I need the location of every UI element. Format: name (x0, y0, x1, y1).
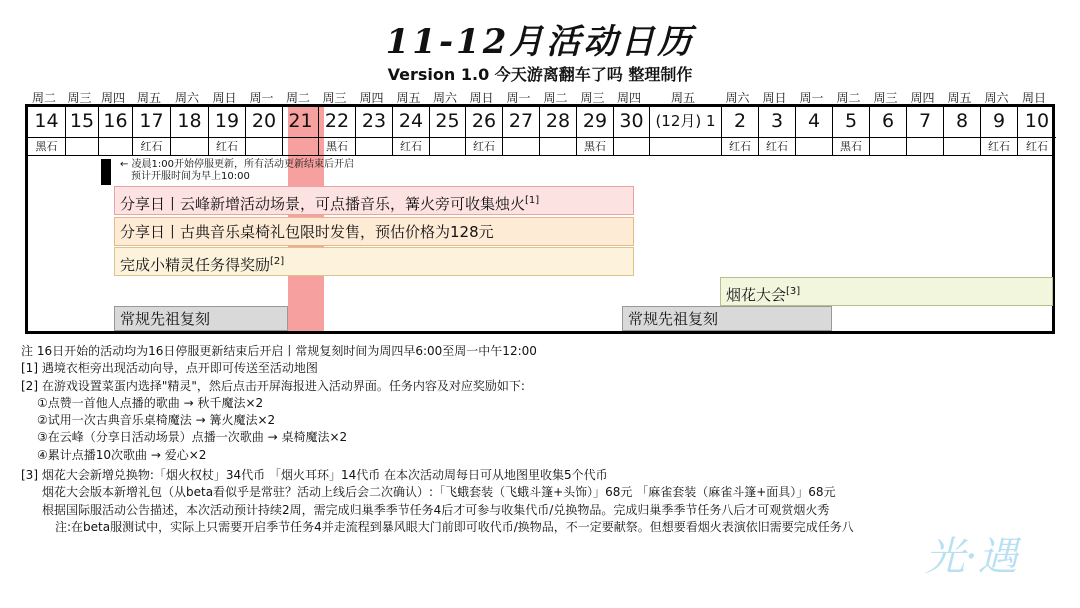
day-cell (722, 107, 759, 155)
day-cell (833, 107, 870, 155)
weekday-label: 周四 (616, 91, 641, 105)
weekday-label: 周二 (543, 91, 568, 105)
page-subtitle: Version 1.0 今天游离翻车了吗 整理制作 (387, 65, 693, 84)
event-label: 分享日丨云峰新增活动场景，可点播音乐，篝火旁可收集烛火 (120, 195, 526, 213)
day-currency-note: 红石 (759, 137, 795, 154)
day-cell (319, 107, 356, 155)
event-label: 烟花大会 (726, 286, 787, 304)
day-currency-note (171, 137, 208, 138)
day-cell (283, 107, 319, 155)
note-3-duration: 根据国际服活动公告描述，本次活动预计持续2周，需完成归巢季季节任务4后才可参与收集代币/兑换物品。完成归巢季季节任务八后才可观赏烟火秀 (42, 502, 830, 517)
weekday-label: 周日 (212, 91, 237, 105)
day-number: 25 (435, 110, 460, 132)
day-cell (1018, 107, 1056, 155)
day-number: 17 (139, 110, 164, 132)
event-bar-spirit-quest (114, 247, 634, 276)
note-3: [3] 烟花大会新增兑换物:「烟火权杖」34代币 「烟火耳环」14代币 在本次活动周每日可从地图里收集5个代币 (21, 468, 608, 483)
note-2-task-1: ①点赞一首他人点播的歌曲 → 秋千魔法×2 (37, 395, 264, 410)
day-currency-note (650, 137, 721, 138)
day-number: 27 (508, 110, 534, 132)
day-currency-note: 红石 (133, 137, 170, 154)
footnotes (21, 343, 854, 536)
day-number: 9 (992, 110, 1006, 132)
weekday-label: 周一 (799, 91, 824, 105)
weekday-label: 周四 (359, 91, 384, 105)
day-cell (577, 107, 614, 155)
weekday-label: 周三 (67, 91, 92, 105)
weekday-label: 周六 (432, 91, 457, 105)
weekday-label: 周四 (910, 91, 935, 105)
day-number: 10 (1024, 110, 1050, 132)
day-currency-note (66, 137, 98, 138)
day-currency-note (430, 137, 465, 138)
weekday-label: 周三 (580, 91, 605, 105)
event-label: 分享日丨古典音乐桌椅礼包限时发售，预估价格为128元 (120, 223, 494, 241)
day-number: 24 (398, 110, 424, 132)
day-cell (209, 107, 246, 155)
day-cell (796, 107, 833, 155)
day-number: 18 (177, 110, 202, 132)
day-number: 8 (955, 110, 969, 132)
day-number: 28 (545, 110, 571, 132)
weekday-label: 周五 (136, 91, 161, 105)
watermark-logo: 光·遇 (925, 534, 1018, 580)
day-currency-note (796, 137, 832, 138)
event-footnote-ref: [3] (786, 286, 801, 297)
day-cell (503, 107, 540, 155)
maintenance-note-line1: ← 凌晨1:00开始停服更新，所有活动更新结束后开启 (120, 159, 355, 170)
day-cell (650, 107, 722, 155)
day-currency-note (99, 137, 132, 138)
day-currency-note (283, 137, 318, 138)
note-2-task-2: ②试用一次古典音乐桌椅魔法 → 篝火魔法×2 (37, 413, 276, 428)
weekday-label: 周日 (1021, 91, 1046, 105)
day-currency-note (503, 137, 539, 138)
day-currency-note (614, 137, 649, 138)
weekday-label: 周四 (100, 91, 125, 105)
weekday-label: 周日 (469, 91, 494, 105)
note-3-bundles: 烟花大会版本新增礼包（从beta看似乎是常驻？活动上线后会二次确认）:「飞蛾套装（飞蛾斗篷+头饰）」68元 「麻雀套装（麻雀斗篷+面具）」68元 (42, 485, 836, 500)
maintenance-marker (101, 159, 111, 185)
event-footnote-ref: [2] (270, 256, 285, 267)
event-bar-fireworks (720, 277, 1053, 306)
event-bar-share-day-bundle (114, 217, 634, 246)
day-cell (28, 107, 66, 155)
maintenance-note (120, 159, 354, 183)
weekday-label: 周六 (725, 91, 750, 105)
weekday-label: 周二 (836, 91, 861, 105)
day-currency-note (907, 137, 943, 138)
day-number: 3 (770, 110, 784, 132)
day-cell (540, 107, 577, 155)
event-bar-traveling-spirit-1 (114, 306, 288, 331)
weekday-label: 周一 (506, 91, 531, 105)
day-cell (870, 107, 907, 155)
event-label: 完成小精灵任务得奖励 (120, 256, 271, 274)
maintenance-note-line2: 预计开服时间为早上10:00 (131, 171, 250, 182)
note-2-task-3: ③在云峰（分享日活动场景）点播一次歌曲 → 桌椅魔法×2 (37, 430, 348, 445)
weekday-label: 周二 (31, 91, 56, 105)
calendar-grid (25, 104, 1055, 334)
day-currency-note: 黑石 (28, 137, 65, 154)
day-number: 16 (103, 110, 128, 132)
day-number: 22 (324, 110, 350, 132)
weekday-label: 周三 (873, 91, 898, 105)
weekday-label: 周一 (249, 91, 274, 105)
note-2: [2] 在游戏设置菜蛋内选择"精灵"，然后点击开屏海报进入活动界面。任务内容及对应奖励如下: (21, 378, 525, 393)
day-number: 14 (34, 110, 59, 132)
day-currency-note: 红石 (981, 137, 1017, 154)
day-cell (944, 107, 981, 155)
day-number: 7 (918, 110, 932, 132)
day-currency-note: 红石 (393, 137, 429, 154)
day-number: 4 (807, 110, 821, 132)
day-number: 6 (881, 110, 895, 132)
day-currency-note: 黑石 (577, 137, 613, 154)
day-cell (430, 107, 466, 155)
day-number: 26 (471, 110, 497, 132)
day-cell (759, 107, 796, 155)
day-cell (981, 107, 1018, 155)
day-currency-note (944, 137, 980, 138)
day-cell (171, 107, 209, 155)
event-bar-traveling-spirit-2 (622, 306, 832, 331)
day-number: 2 (733, 110, 747, 132)
weekday-label: 周五 (947, 91, 972, 105)
day-number: 5 (844, 110, 858, 132)
event-label: 常规先祖复刻 (120, 310, 211, 328)
note-general: 注 16日开始的活动均为16日停服更新结束后开启丨常规复刻时间为周四早6:00至周一中午12:00 (21, 344, 537, 358)
note-2-task-4: ④累计点播10次歌曲 → 爱心×2 (37, 447, 207, 462)
day-cell (246, 107, 283, 155)
day-number: 21 (288, 110, 313, 132)
day-currency-note (540, 137, 576, 138)
page-title: 11-12月活动日历 (385, 22, 695, 62)
day-number: 19 (214, 110, 240, 132)
weekday-label: 周六 (174, 91, 199, 105)
weekday-label: 周二 (285, 91, 310, 105)
day-currency-note: 黑石 (833, 137, 869, 154)
weekday-label: 周五 (670, 91, 695, 105)
day-currency-note: 红石 (209, 137, 245, 154)
day-cell (66, 107, 99, 155)
day-number: 15 (69, 110, 95, 132)
day-cell (99, 107, 133, 155)
day-number: 30 (619, 110, 644, 132)
day-row-divider (28, 155, 1052, 156)
day-number: 23 (361, 110, 387, 132)
day-currency-note: 红石 (466, 137, 502, 154)
event-bar-share-day-scene (114, 186, 634, 215)
day-cell (133, 107, 171, 155)
day-number: (12月) 1 (655, 112, 716, 130)
event-label: 常规先祖复刻 (628, 310, 719, 328)
day-currency-note (356, 137, 392, 138)
day-currency-note: 红石 (1018, 137, 1056, 154)
note-3-beta: 注:在beta服测试中，实际上只需要开启季节任务4并走流程到暴风眼大门前即可收代币/换物品，不一定要献祭。但想要看烟火表演依旧需要完成任务八 (55, 519, 854, 534)
weekday-label: 周五 (396, 91, 421, 105)
day-currency-note (870, 137, 906, 138)
weekday-label: 周六 (984, 91, 1009, 105)
day-currency-note (246, 137, 282, 138)
day-number: 20 (251, 110, 277, 132)
day-cell (356, 107, 393, 155)
weekday-label: 周日 (762, 91, 787, 105)
day-cell (907, 107, 944, 155)
event-footnote-ref: [1] (525, 195, 540, 206)
note-1: [1] 遇境衣柜旁出现活动向导，点开即可传送至活动地图 (21, 361, 318, 376)
day-cell (466, 107, 503, 155)
day-cell (614, 107, 650, 155)
day-currency-note: 黑石 (319, 137, 355, 154)
weekday-label: 周三 (322, 91, 347, 105)
day-cell (393, 107, 430, 155)
day-number: 29 (582, 110, 608, 132)
day-currency-note: 红石 (722, 137, 758, 154)
